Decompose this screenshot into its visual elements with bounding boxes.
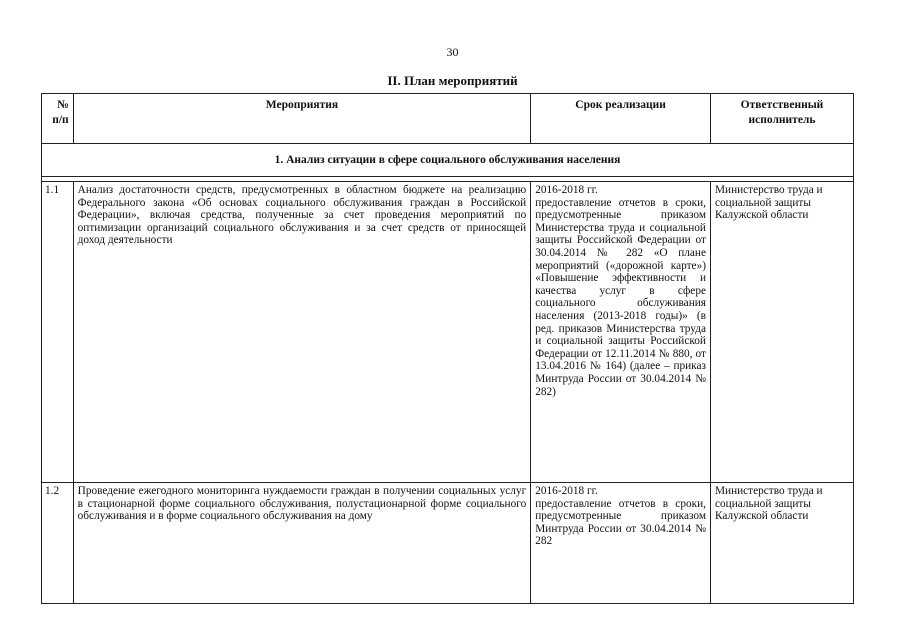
row-num: 1.1 (42, 182, 74, 483)
table-row (42, 182, 854, 483)
row-term (531, 182, 711, 483)
row-term-detail: предоставление отчетов в сроки, предусмотренные приказом Министерства труда и социальной защиты Российской Федерации от 30.04.2014 № 282 «О плане мероприятий («дорожной карте») «Повышение эффективности и качества услуг в сфере социального обслуживания населения (2013-2018 годы)» (в ред. приказов Министерства труда и социальной защиты Российской Федерации от 12.11.2014 № 880, от 13.04.2016 № 164) (далее – приказ Минтруда России от 30.04.2014 № 282) (535, 196, 706, 398)
row-responsible: Министерство труда и социальной защиты Калужской области (710, 483, 853, 604)
row-term-detail: предоставление отчетов в сроки, предусмотренные приказом Минтруда России от 30.04.2014 № 282 (535, 497, 706, 548)
section-title: II. План мероприятий (387, 73, 518, 88)
table-header-row (42, 94, 854, 144)
header-activity: Мероприятия (73, 94, 531, 144)
row-activity: Анализ достаточности средств, предусмотренных в областном бюджете на реализацию Федерального закона «Об основах социального обслуживания граждан в Российской Федерации», включая средства, полученные за счет проведения мероприятий по оптимизации организаций социального обслуживания и за счет средств от приносящей доход деятельности (73, 182, 531, 483)
row-num: 1.2 (42, 483, 74, 604)
action-plan-table (41, 93, 854, 604)
page-number: 30 (446, 45, 459, 59)
row-responsible: Министерство труда и социальной защиты Калужской области (710, 182, 853, 483)
table-row (42, 483, 854, 604)
group-row (42, 144, 854, 177)
row-term-years: 2016-2018 гг. (535, 184, 598, 196)
row-activity: Проведение ежегодного мониторинга нуждаемости граждан в получении социальных услуг в стационарной форме социального обслуживания, полустационарной форме социального обслуживания и в форме социального обслуживания на дому (73, 483, 531, 604)
header-term: Срок реализации (531, 94, 711, 144)
row-term (531, 483, 711, 604)
group-title: 1. Анализ ситуации в сфере социального обслуживания населения (42, 144, 854, 177)
row-term-years: 2016-2018 гг. (535, 485, 598, 497)
header-num: № п/п (42, 94, 74, 144)
header-responsible: Ответственный исполнитель (710, 94, 853, 144)
